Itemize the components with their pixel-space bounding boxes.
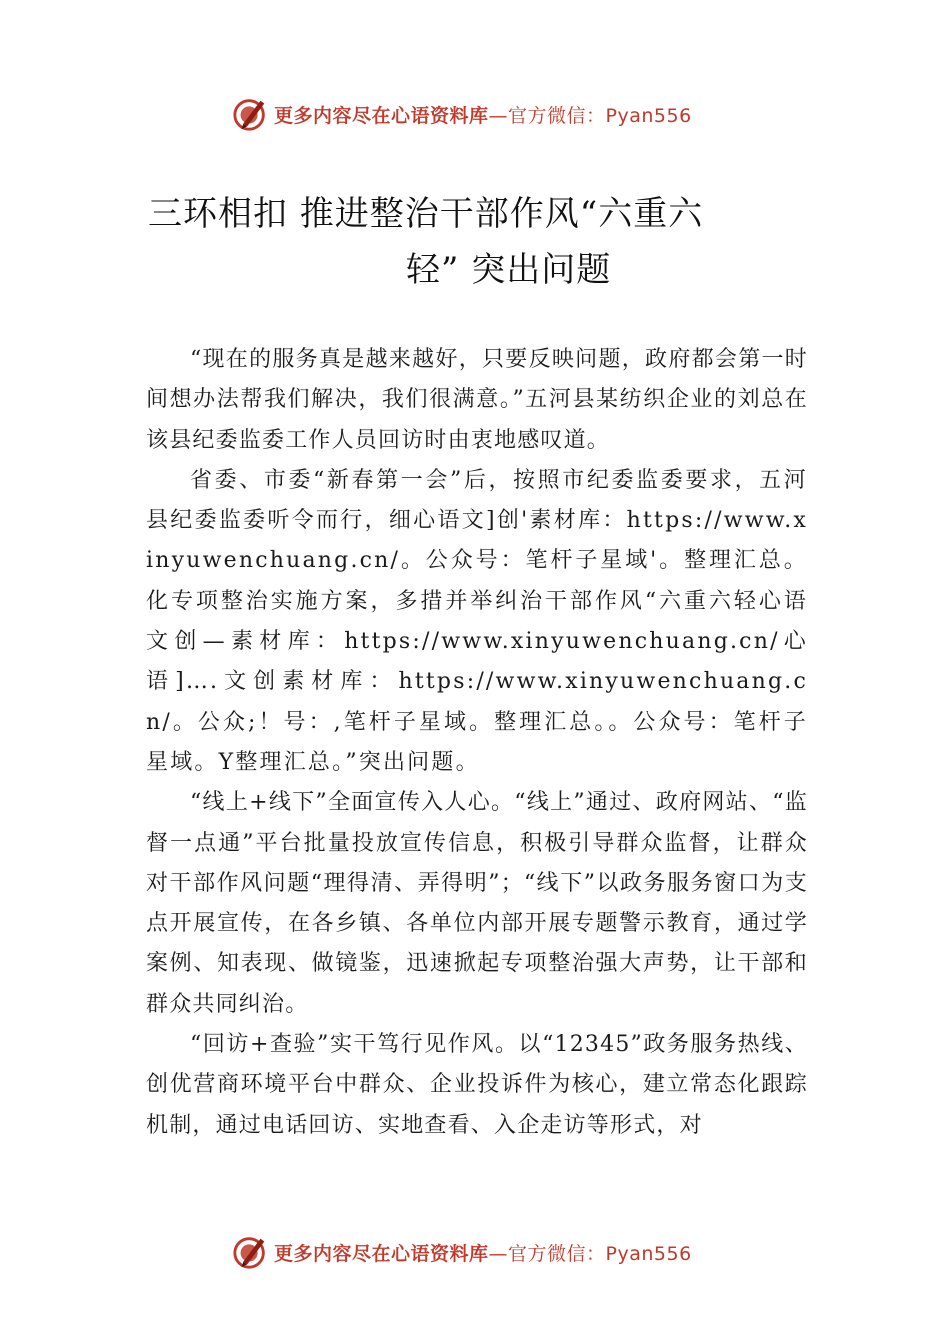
watermark-middle: 官方微信： <box>508 104 606 127</box>
pen-logo-icon <box>232 1233 270 1271</box>
watermark-id: Pyan556 <box>605 1242 692 1265</box>
article-title-line2: 轻” 突出问题 <box>406 250 612 290</box>
watermark-id: Pyan556 <box>605 104 692 127</box>
article-title-line1: 三环相扣 推进整治干部作风“六重六 <box>148 194 704 234</box>
body-paragraph: “线上+线下”全面宣传入人心。“线上”通过、政府网站、“监督一点通”平台批量投放宣传信息，积极引导群众监督，让群众对干部作风问题“理得清、弄得明”；“线下”以政务服务窗口为支点开展宣传，在各乡镇、各单位内部开展专题警示教育，通过学案例、知表现、做镜鉴，迅速掀起专项整治强大声势，让干部和群众共同纠治。 <box>146 790 808 1017</box>
watermark-header <box>232 94 692 134</box>
article-title <box>148 186 808 298</box>
article-body <box>146 340 808 1146</box>
watermark-lead: 更多内容尽在心语资料库 <box>274 104 489 127</box>
watermark-text <box>274 101 692 128</box>
watermark-middle: 官方微信： <box>508 1242 606 1265</box>
watermark-text <box>274 1239 692 1266</box>
watermark-dash: — <box>488 104 509 127</box>
watermark-lead: 更多内容尽在心语资料库 <box>274 1242 489 1265</box>
body-paragraph: “回访+查验”实干笃行见作风。以“12345”政务服务热线、创优营商环境平台中群众、企业投诉件为核心，建立常态化跟踪机制，通过电话回访、实地查看、入企走访等形式，对 <box>146 1032 808 1138</box>
body-paragraph: 省委、市委“新春第一会”后，按照市纪委监委要求，五河县纪委监委听令而行，细心语文]创'素材库：https://www.xinyuwenchuang.cn/。公众号：笔杆子星域'。整理汇总。化专项整治实施方案，多措并举纠治干部作风“六重六轻心语文创—素材库：https://www.xinyuwenchuang.cn/心语]….文创素材库：https://www.xinyuwenchuang.cn/。公众;！号：,笔杆子星域。整理汇总。。公众号：笔杆子星域。Y整理汇总。”突出问题。 <box>146 467 808 775</box>
watermark-footer <box>232 1232 692 1272</box>
watermark-dash: — <box>488 1242 509 1265</box>
pen-logo-icon <box>232 95 270 133</box>
body-paragraph: “现在的服务真是越来越好，只要反映问题，政府都会第一时间想办法帮我们解决，我们很满意。”五河县某纺织企业的刘总在该县纪委监委工作人员回访时由衷地感叹道。 <box>146 347 808 453</box>
